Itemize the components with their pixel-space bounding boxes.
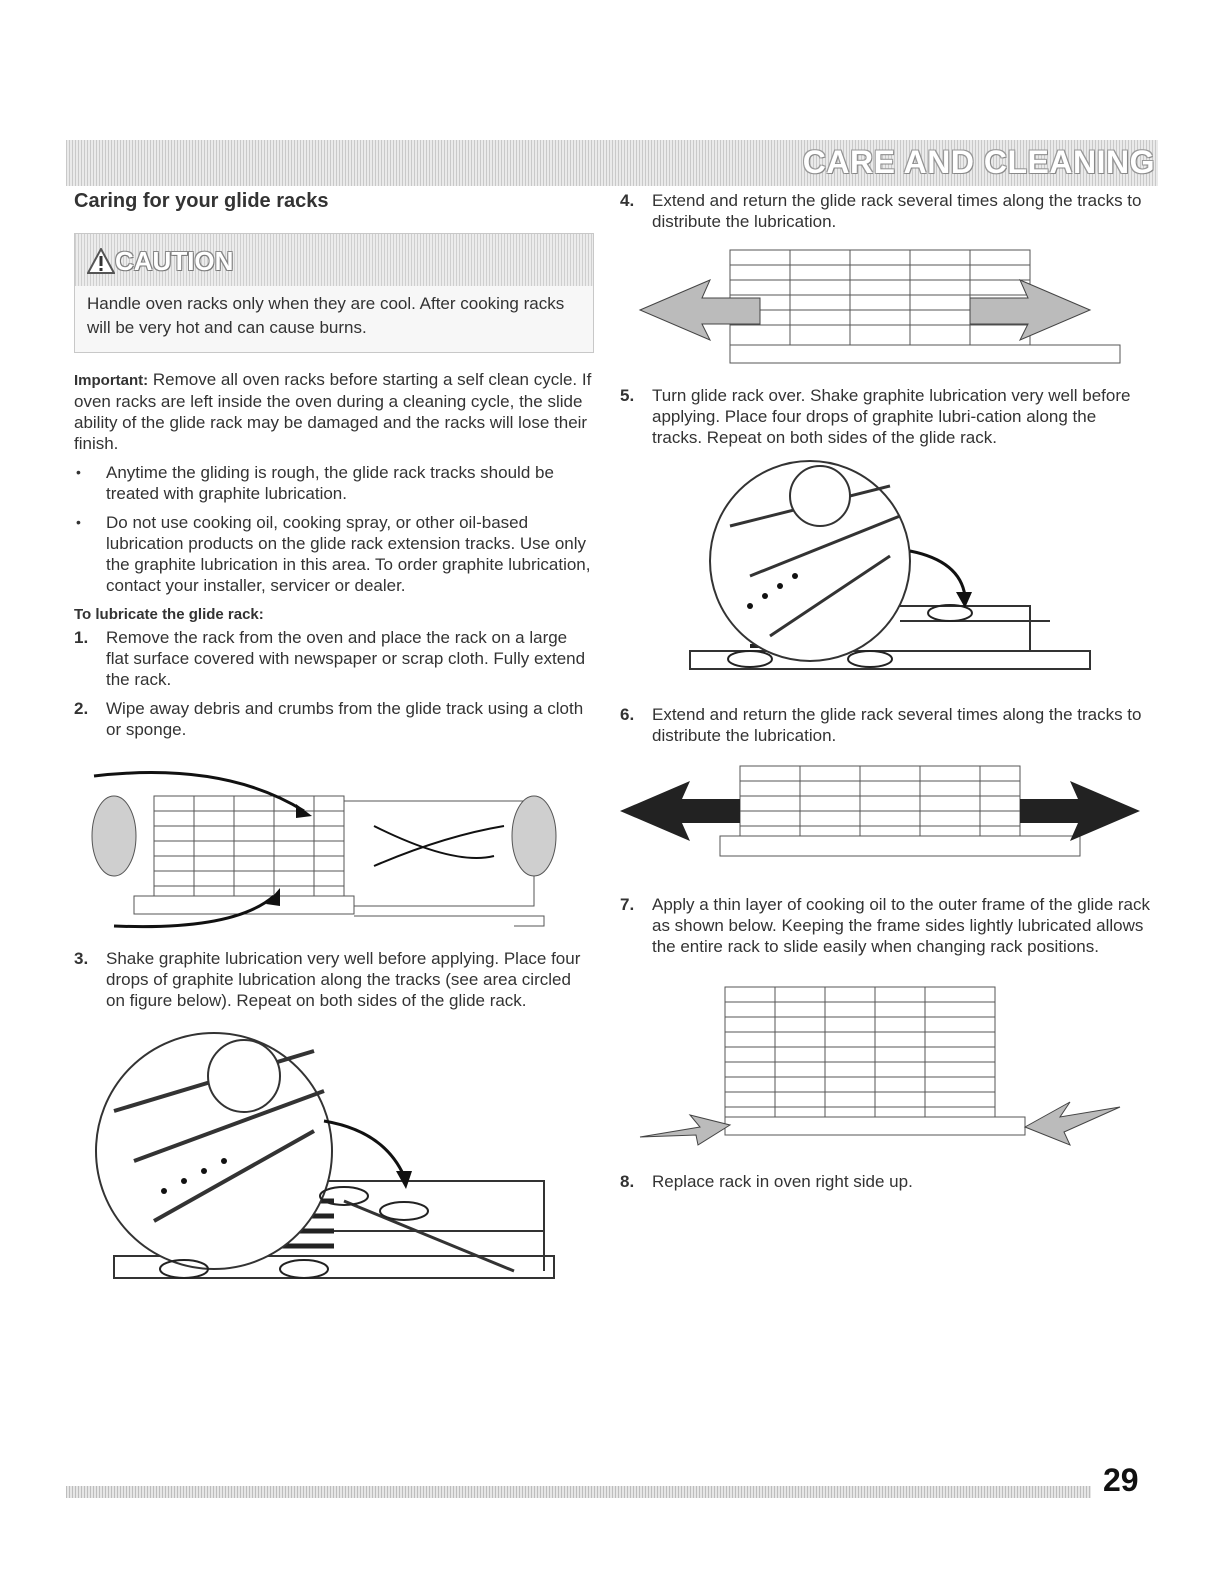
step-text: Wipe away debris and crumbs from the glide track using a cloth or sponge. bbox=[106, 699, 584, 739]
important-text: Remove all oven racks before starting a self clean cycle. If oven racks are left inside the oven during a cleaning cycle, the slide ability of the glide rack may be damaged and the racks will lose their finish. bbox=[74, 370, 592, 453]
step-number: 7. bbox=[620, 895, 635, 914]
step-text: Replace rack in oven right side up. bbox=[652, 1172, 913, 1191]
step-number: 8. bbox=[620, 1172, 635, 1191]
page-number: 29 bbox=[1103, 1462, 1139, 1498]
step-number: 1. bbox=[74, 628, 89, 647]
figure-oil-frame bbox=[620, 967, 1140, 1147]
step-text: Remove the rack from the oven and place the rack on a large flat surface covered with newspaper or scrap cloth. Fully extend the rack. bbox=[106, 628, 586, 689]
step-6 bbox=[620, 704, 1150, 746]
figure-wipe-tracks bbox=[74, 756, 594, 936]
step-text: Apply a thin layer of cooking oil to the outer frame of the glide rack as shown below. Keeping the frame sides lightly lubricated allows the entire rack to slide easily when changing rack positions. bbox=[652, 895, 1150, 956]
lubricate-heading: To lubricate the glide rack: bbox=[74, 606, 264, 623]
warning-triangle-icon bbox=[87, 248, 115, 274]
bullet-list bbox=[74, 462, 594, 596]
step-4 bbox=[620, 190, 1150, 232]
step-text: Extend and return the glide rack several times along the tracks to distribute the lubrication. bbox=[652, 705, 1142, 745]
step-text: Shake graphite lubrication very well before applying. Place four drops of graphite lubrication along the tracks (see area circled on figure below). Repeat on both sides of the glide rack. bbox=[106, 949, 581, 1010]
step-number: 3. bbox=[74, 949, 89, 968]
step-number: 4. bbox=[620, 191, 635, 210]
caution-label: CAUTION bbox=[115, 246, 234, 276]
important-paragraph bbox=[74, 369, 594, 454]
figure-lubricate-underside bbox=[620, 456, 1140, 686]
figure-extend-rack-1 bbox=[620, 240, 1140, 375]
step-number: 6. bbox=[620, 705, 635, 724]
caution-box bbox=[74, 233, 594, 353]
bullet-item: • Anytime the gliding is rough, the glide rack tracks should be treated with graphite lubrication. bbox=[74, 462, 594, 504]
figure-lubricate-tracks bbox=[74, 1031, 594, 1301]
bullet-item: • Do not use cooking oil, cooking spray, or other oil-based lubrication products on the glide rack extension tracks. Use only the graphite lubrication in this area. To order graphite lubrication, contact your installer, servicer or dealer. bbox=[74, 512, 594, 596]
step-2 bbox=[74, 698, 594, 740]
section-title: CARE AND CLEANING bbox=[802, 144, 1155, 180]
step-text: Turn glide rack over. Shake graphite lubrication very well before applying. Place four drops of graphite lubri-cation along the tracks. Repeat on both sides of the glide rack. bbox=[652, 386, 1131, 447]
step-8 bbox=[620, 1171, 1150, 1192]
caution-text: Handle oven racks only when they are cool. After cooking racks will be very hot and can cause burns. bbox=[75, 286, 593, 352]
step-5 bbox=[620, 385, 1150, 448]
step-1 bbox=[74, 627, 594, 690]
right-column bbox=[620, 190, 1150, 1200]
left-column bbox=[74, 190, 594, 1301]
step-number: 5. bbox=[620, 386, 635, 405]
step-7 bbox=[620, 894, 1150, 957]
glide-racks-title: Caring for your glide racks bbox=[74, 190, 329, 212]
important-label: Important: bbox=[74, 372, 149, 389]
footer-band bbox=[66, 1486, 1091, 1498]
step-3 bbox=[74, 948, 594, 1011]
figure-extend-rack-2 bbox=[620, 756, 1140, 876]
caution-header bbox=[75, 234, 593, 286]
step-text: Extend and return the glide rack several times along the tracks to distribute the lubrication. bbox=[652, 191, 1142, 231]
step-number: 2. bbox=[74, 699, 89, 718]
